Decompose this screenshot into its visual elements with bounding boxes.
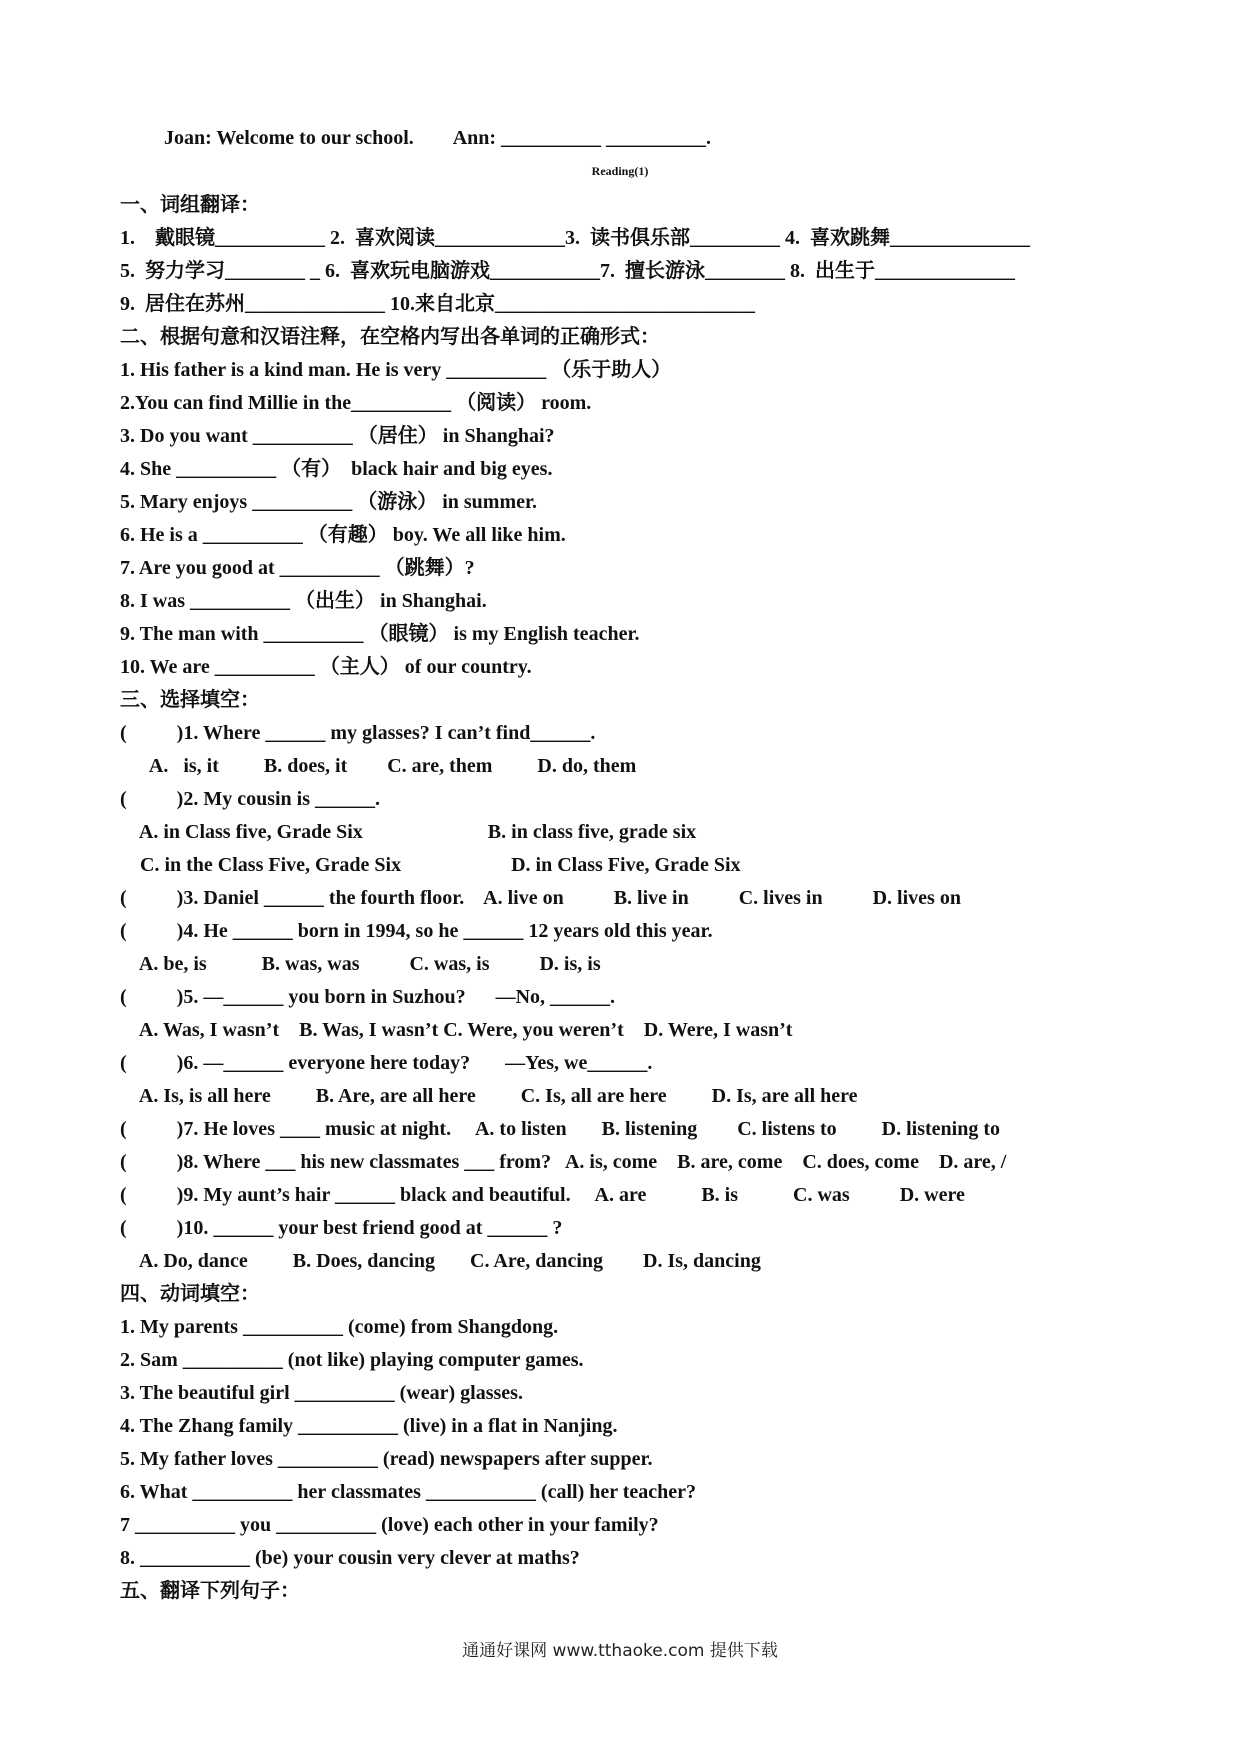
section4-line: 5. My father loves __________ (read) newspapers after supper.	[120, 1448, 653, 1470]
section3-question: ( )6. —______ everyone here today? —Yes, we______.	[120, 1052, 653, 1074]
section4-line: 1. My parents __________ (come) from Shangdong.	[120, 1316, 559, 1338]
reading-title: Reading(1)	[591, 164, 649, 178]
section4-line: 6. What __________ her classmates ___________ (call) her teacher?	[120, 1481, 697, 1503]
section3-question: ( )8. Where ___ his new classmates ___ from? A. is, come B. are, come C. does, come D. are, /	[120, 1151, 1007, 1173]
section1-title: 一、词组翻译：	[120, 194, 260, 216]
section4-line: 2. Sam __________ (not like) playing computer games.	[120, 1349, 584, 1371]
section3-options: A. Is, is all here B. Are, are all here C. Is, all are here D. Is, are all here	[120, 1085, 858, 1107]
section3-question: ( )1. Where ______ my glasses? I can’t find______.	[120, 722, 596, 744]
section2-title: 二、根据句意和汉语注释，在空格内写出各单词的正确形式：	[120, 326, 660, 348]
section2-line: 6. He is a __________ （有趣） boy. We all like him.	[120, 524, 566, 546]
section5-title: 五、翻译下列句子：	[120, 1580, 300, 1602]
section3-options: A. in Class five, Grade Six B. in class five, grade six	[120, 821, 697, 843]
section3-question: ( )7. He loves ____ music at night. A. to listen B. listening C. listens to D. listening to	[120, 1118, 1001, 1140]
section3-question: ( )2. My cousin is ______.	[120, 788, 380, 810]
section4-title: 四、动词填空：	[120, 1283, 260, 1305]
intro-dialogue: Joan: Welcome to our school. Ann: __________ __________.	[164, 127, 712, 149]
section4-line: 3. The beautiful girl __________ (wear) glasses.	[120, 1382, 523, 1404]
section4-line: 8. ___________ (be) your cousin very clever at maths?	[120, 1547, 580, 1569]
section3-options: A. Do, dance B. Does, dancing C. Are, dancing D. Is, dancing	[120, 1250, 761, 1272]
section3-options: A. be, is B. was, was C. was, is D. is, is	[120, 953, 601, 975]
section2-line: 10. We are __________ （主人） of our country.	[120, 656, 532, 678]
section2-line: 9. The man with __________ （眼镜） is my English teacher.	[120, 623, 640, 645]
section1-line: 1. 戴眼镜___________ 2. 喜欢阅读_____________3. 读书俱乐部_________ 4. 喜欢跳舞______________	[120, 227, 1030, 249]
section3-options: A. Was, I wasn’t B. Was, I wasn’t C. Were, you weren’t D. Were, I wasn’t	[120, 1019, 793, 1041]
section3-title: 三、选择填空：	[120, 689, 260, 711]
section4-line: 7 __________ you __________ (love) each other in your family?	[120, 1514, 659, 1536]
section2-line: 8. I was __________ （出生） in Shanghai.	[120, 590, 487, 612]
section3-options: A. is, it B. does, it C. are, them D. do, them	[120, 755, 637, 777]
section3-question: ( )9. My aunt’s hair ______ black and beautiful. A. are B. is C. was D. were	[120, 1184, 965, 1206]
section2-line: 3. Do you want __________ （居住） in Shanghai?	[120, 425, 555, 447]
section2-line: 5. Mary enjoys __________ （游泳） in summer.	[120, 491, 538, 513]
section2-line: 2.You can find Millie in the__________ （阅读） room.	[120, 392, 592, 414]
section3-options: C. in the Class Five, Grade Six D. in Class Five, Grade Six	[120, 854, 741, 876]
section2-line: 4. She __________ （有） black hair and big eyes.	[120, 458, 553, 480]
section3-question: ( )3. Daniel ______ the fourth floor. A. live on B. live in C. lives in D. lives on	[120, 887, 961, 909]
section3-question: ( )5. —______ you born in Suzhou? —No, ______.	[120, 986, 616, 1008]
section4-line: 4. The Zhang family __________ (live) in a flat in Nanjing.	[120, 1415, 618, 1437]
section3-question: ( )4. He ______ born in 1994, so he ______ 12 years old this year.	[120, 920, 713, 942]
section2-line: 7. Are you good at __________ （跳舞）?	[120, 557, 475, 579]
section3-question: ( )10. ______ your best friend good at ______ ?	[120, 1217, 563, 1239]
section1-line: 5. 努力学习________ _ 6. 喜欢玩电脑游戏___________7. 擅长游泳________ 8. 出生于______________	[120, 260, 1015, 282]
footer-credit: 通通好课网 www.tthaoke.com 提供下载	[462, 1641, 778, 1661]
section2-line: 1. His father is a kind man. He is very __________ （乐于助人）	[120, 359, 672, 381]
section1-line: 9. 居住在苏州______________ 10.来自北京__________________________	[120, 293, 755, 315]
